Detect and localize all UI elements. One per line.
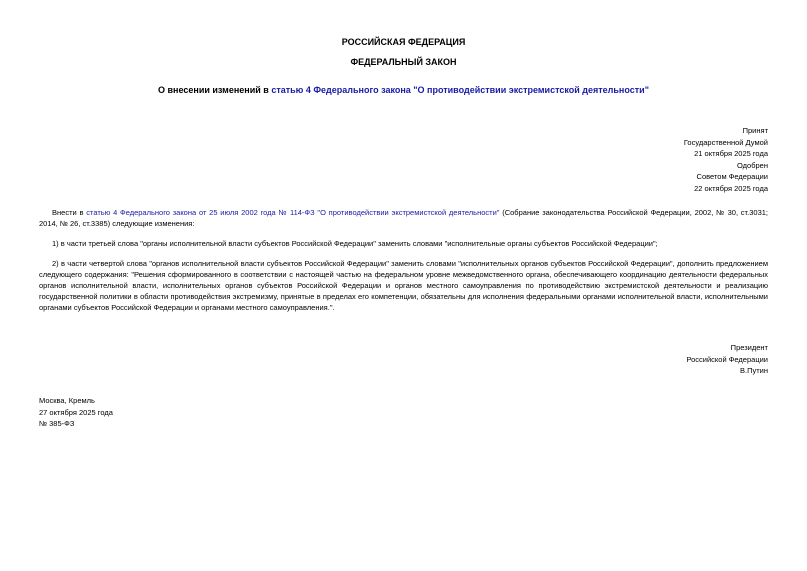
signer-country: Российской Федерации [686,354,768,364]
law-title-prefix: О внесении изменений в [158,85,272,95]
paragraph-item-2: 2) в части четвертой слова "органов исполнительной власти субъектов Российской Федерации" заменить словами "исполнительных органов субъектов Российской Федерации", дополнить предложением следующего содержания: "Решения сформированного в соответствии с настоящей частью на федеральном уровне межведомственного органа, обеспечивающего координацию деятельности федеральных органов исполнительной власти, исполнительных органов субъектов Российской Федерации и органов местного самоуправления по противодействию экстремистской деятельности и реализацию государственной политики в области противодействия экстремизму, принятые в пределах его компетенции, обязательны для исполнения федеральными органами исполнительной власти, исполнительными органами субъектов Российской Федерации и органами местного самоуправления.". [39,259,768,312]
signer-name: В.Путин [740,366,768,376]
paragraph-item-1: 1) в части третьей слова "органы исполнительной власти субъектов Российской Федерации" заменить словами "исполнительные органы субъектов Российской Федерации"; [52,239,658,248]
adopted-by: Государственной Думой [683,137,768,147]
paragraph-intro [39,208,768,230]
law-number: № 385-ФЗ [39,419,75,429]
approved-date: 22 октября 2025 года [694,183,768,193]
intro-prefix: Внести в [52,208,87,217]
signing-place: Москва, Кремль [39,396,95,405]
approved-by: Советом Федерации [696,172,768,182]
law-title [0,85,807,96]
intro-suffix: (Собрание законодательства Российской Федерации, 2002, № 30, ст.3031; 2014, № 26, ст.3385) следующие изменения: [39,208,769,228]
signer-title: Президент [730,343,768,352]
country-heading: РОССИЙСКАЯ ФЕДЕРАЦИЯ [341,37,466,47]
adopted-label: Принят [742,126,768,135]
law-title-link[interactable]: статью 4 Федерального закона "О противодействии экстремистской деятельности" [271,85,649,95]
place-date-block [39,395,113,430]
law-reference-link[interactable]: статью 4 Федерального закона от 25 июля 2002 года № 114-ФЗ "О противодействии экстремистской деятельности" [86,208,500,217]
adoption-block [684,125,768,195]
signing-date: 27 октября 2025 года [39,407,113,417]
doc-type-heading: ФЕДЕРАЛЬНЫЙ ЗАКОН [350,57,457,67]
adopted-date: 21 октября 2025 года [694,149,768,159]
signature-block [686,342,768,377]
approved-label: Одобрен [737,160,768,170]
